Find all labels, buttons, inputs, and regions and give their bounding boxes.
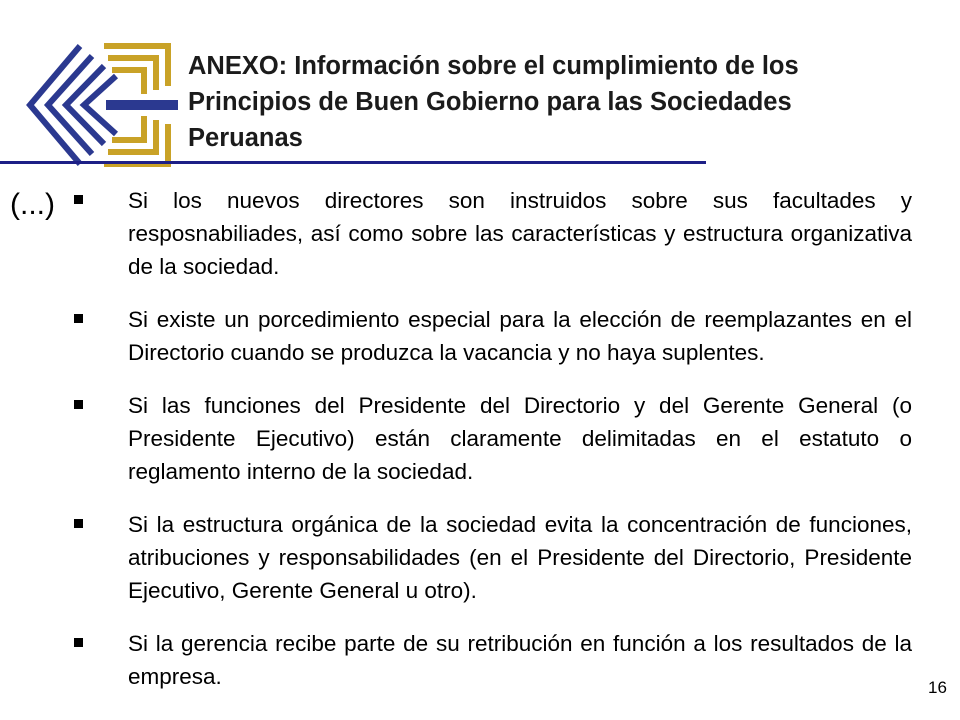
square-bullet-icon xyxy=(74,638,86,647)
list-item xyxy=(74,508,912,607)
bullet-list xyxy=(74,184,912,713)
list-item xyxy=(74,627,912,693)
list-item xyxy=(74,184,912,283)
bullet-text: Si existe un porcedimiento especial para la elección de reemplazantes en el Directorio cuando se produzca la vacancia y no haya suplentes. xyxy=(128,307,912,365)
continuation-marker: (...) xyxy=(10,188,55,221)
square-bullet-icon xyxy=(74,400,86,409)
bullet-text: Si las funciones del Presidente del Directorio y del Gerente General (o Presidente Ejecutivo) están claramente delimitadas en el estatuto o reglamento interno de la sociedad. xyxy=(128,393,912,484)
title-divider xyxy=(0,161,706,164)
bullet-text: Si los nuevos directores son instruidos sobre sus facultades y resposnabiliades, así como sobre las características y estructura organizativa de la sociedad. xyxy=(128,188,912,279)
page-title: ANEXO: Información sobre el cumplimiento de los Principios de Buen Gobierno para las Sociedades Peruanas xyxy=(188,52,799,152)
square-bullet-icon xyxy=(74,195,86,204)
conasev-chevron-logo-icon xyxy=(18,38,183,173)
page-number: 16 xyxy=(928,678,947,697)
bullet-text: Si la estructura orgánica de la sociedad evita la concentración de funciones, atribuciones y responsabilidades (en el Presidente del Directorio, Presidente Ejecutivo, Gerente General u otro). xyxy=(128,512,912,603)
bullet-text: Si la gerencia recibe parte de su retribución en función a los resultados de la empresa. xyxy=(128,631,912,689)
list-item xyxy=(74,389,912,488)
square-bullet-icon xyxy=(74,314,86,323)
list-item xyxy=(74,303,912,369)
square-bullet-icon xyxy=(74,519,86,528)
